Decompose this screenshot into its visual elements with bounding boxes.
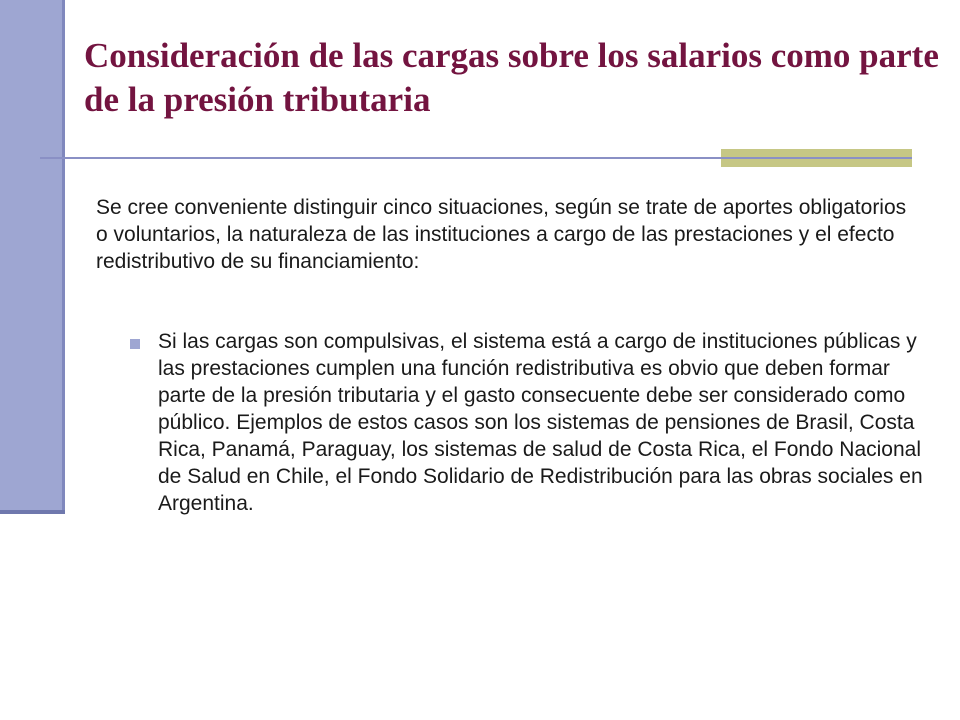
bullet-item (128, 328, 928, 517)
bullet-list (128, 328, 928, 517)
left-bar-shadow (0, 510, 65, 514)
square-bullet-icon (130, 339, 140, 349)
left-decorative-bar (0, 0, 65, 512)
title-divider-accent-line (721, 157, 912, 159)
intro-paragraph: Se cree conveniente distinguir cinco situaciones, según se trate de aportes obligatorios o voluntarios, la naturaleza de las instituciones a cargo de las prestaciones y el efecto redistributivo de su financiamiento: (96, 196, 907, 273)
bullet-text: Si las cargas son compulsivas, el sistema está a cargo de instituciones públicas y las prestaciones cumplen una función redistributiva es obvio que deben formar parte de la presión tributaria y el gasto consecuente debe ser considerado como público. Ejemplos de estos casos son los sistemas de pensiones de Brasil, Costa Rica, Panamá, Paraguay, los sistemas de salud de Costa Rica, el Fondo Nacional de Salud en Chile, el Fondo Solidario de Redistribución para las obras sociales en Argentina. (158, 330, 923, 515)
slide-title: Consideración de las cargas sobre los salarios como parte de la presión tributaria (84, 36, 939, 119)
